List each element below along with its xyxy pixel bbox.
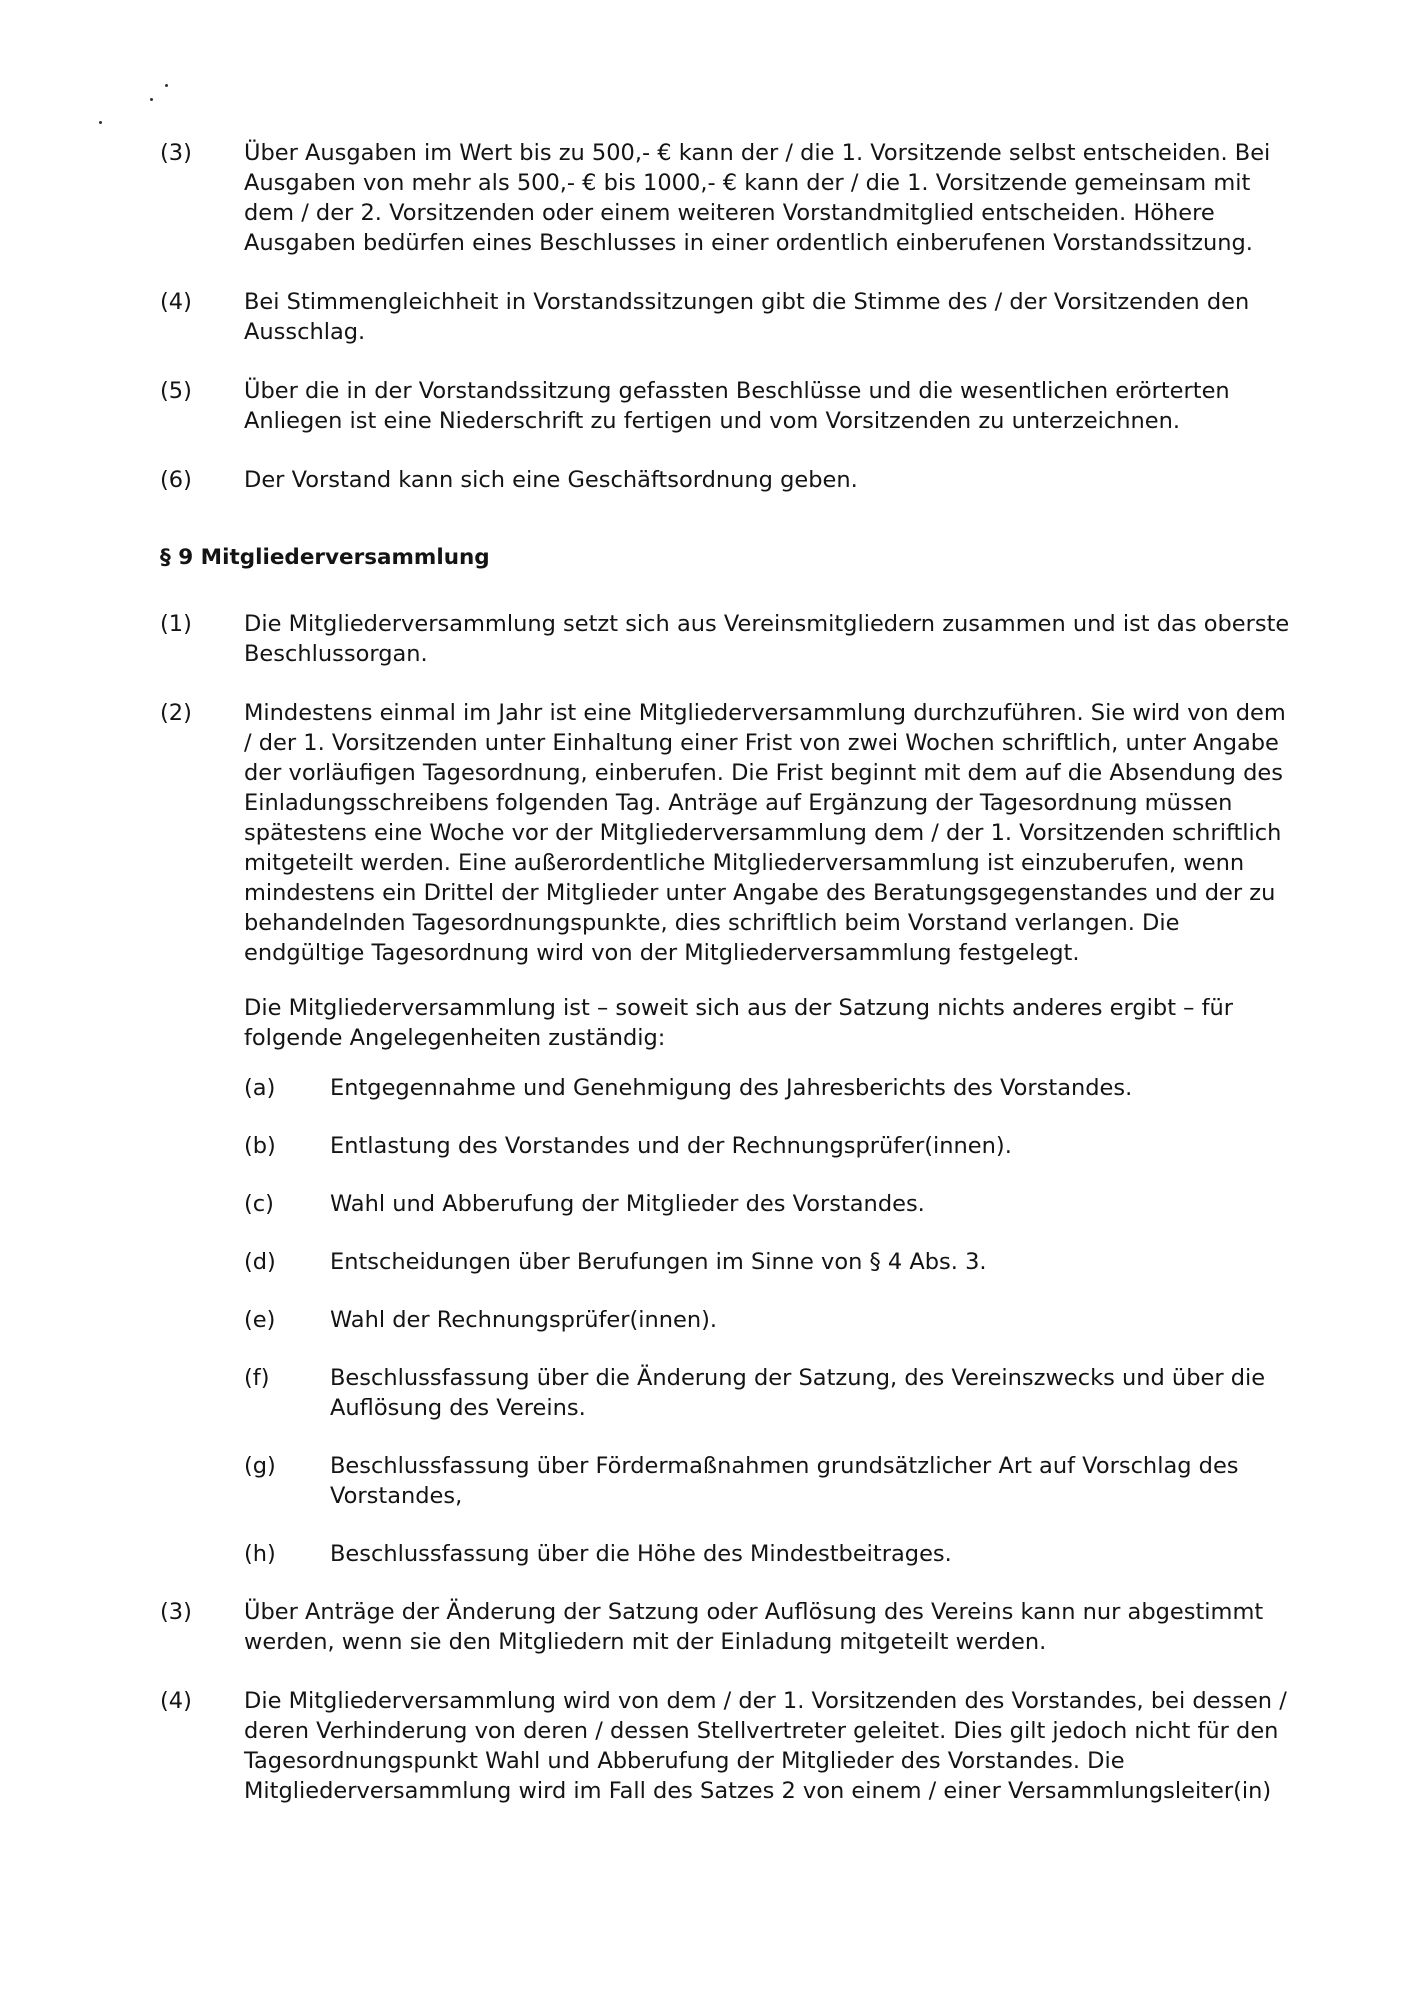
paragraph-text: Die Mitgliederversammlung wird von dem / der 1. Vorsitzenden des Vorstandes, bei dessen / deren Verhinderung von deren / dessen Stellvertreter geleitet. Dies gilt jedoch nicht für den Tagesordnungspunkt Wahl und Abberufung der Mitglieder des Vorstandes. Die Mitgliederversammlung wird im Fall des Satzes 2 von einem / einer Versammlungsleiter(in) bbox=[244, 1688, 1287, 1804]
paragraph-9-2 bbox=[160, 698, 1290, 968]
list-item-letter: (b) bbox=[244, 1133, 276, 1159]
list-item bbox=[244, 1131, 1290, 1161]
paragraph-text: Bei Stimmengleichheit in Vorstandssitzungen gibt die Stimme des / der Vorsitzenden den Ausschlag. bbox=[244, 289, 1250, 345]
paragraph-text: Über Anträge der Änderung der Satzung oder Auflösung des Vereins kann nur abgestimmt werden, wenn sie den Mitgliedern mit der Einladung mitgeteilt werden. bbox=[244, 1599, 1264, 1655]
paragraph-text: Über Ausgaben im Wert bis zu 500,- € kann der / die 1. Vorsitzende selbst entscheiden. Bei Ausgaben von mehr als 500,- € bis 1000,- € kann der / die 1. Vorsitzende gemeinsam mit dem / der 2. Vorsitzenden oder einem weiteren Vorstandmitglied entscheiden. Höhere Ausgaben bedürfen eines Beschlusses in einer ordentlich einberufenen Vorstandssitzung. bbox=[244, 140, 1271, 256]
list-item bbox=[244, 1363, 1290, 1423]
scan-speck bbox=[150, 98, 153, 101]
list-item-text: Wahl und Abberufung der Mitglieder des Vorstandes. bbox=[330, 1191, 925, 1217]
paragraph-8-3 bbox=[160, 138, 1290, 258]
list-item-letter: (d) bbox=[244, 1249, 276, 1275]
list-item bbox=[244, 1189, 1290, 1219]
responsibilities-list bbox=[160, 1073, 1290, 1569]
paragraph-number: (4) bbox=[160, 289, 192, 315]
paragraph-number: (6) bbox=[160, 467, 192, 493]
paragraph-number: (5) bbox=[160, 378, 192, 404]
list-item bbox=[244, 1451, 1290, 1511]
list-item-text: Beschlussfassung über die Höhe des Mindestbeitrages. bbox=[330, 1541, 952, 1567]
document-body bbox=[160, 138, 1290, 1835]
list-item bbox=[244, 1073, 1290, 1103]
list-item bbox=[244, 1305, 1290, 1335]
paragraph-9-1 bbox=[160, 609, 1290, 669]
paragraph-number: (2) bbox=[160, 700, 192, 726]
paragraph-text: Über die in der Vorstandssitzung gefassten Beschlüsse und die wesentlichen erörterten Anliegen ist eine Niederschrift zu fertigen und vom Vorsitzenden zu unterzeichnen. bbox=[244, 378, 1230, 434]
scan-speck bbox=[99, 121, 102, 124]
paragraph-8-6 bbox=[160, 465, 1290, 495]
paragraph-9-4 bbox=[160, 1686, 1290, 1806]
scan-speck bbox=[165, 84, 168, 87]
list-item-text: Entgegennahme und Genehmigung des Jahresberichts des Vorstandes. bbox=[330, 1075, 1133, 1101]
paragraph-text: Mindestens einmal im Jahr ist eine Mitgliederversammlung durchzuführen. Sie wird von dem / der 1. Vorsitzenden unter Einhaltung einer Frist von zwei Wochen schriftlich, unter Angabe der vorläufigen Tagesordnung, einberufen. Die Frist beginnt mit dem auf die Absendung des Einladungsschreibens folgenden Tag. Anträge auf Ergänzung der Tagesordnung müssen spätestens eine Woche vor der Mitgliederversammlung dem / der 1. Vorsitzenden schriftlich mitgeteilt werden. Eine außerordentliche Mitgliederversammlung ist einzuberufen, wenn mindestens ein Drittel der Mitglieder unter Angabe des Beratungsgegenstandes und der zu behandelnden Tagesordnungspunkte, dies schriftlich beim Vorstand verlangen. Die endgültige Tagesordnung wird von der Mitgliederversammlung festgelegt. bbox=[244, 700, 1286, 966]
paragraph-9-2-responsibilities-intro: Die Mitgliederversammlung ist – soweit sich aus der Satzung nichts anderes ergibt – für folgende Angelegenheiten zuständig: bbox=[244, 995, 1234, 1051]
list-item bbox=[244, 1247, 1290, 1277]
list-item-text: Beschlussfassung über die Änderung der Satzung, des Vereinszwecks und über die Auflösung des Vereins. bbox=[330, 1365, 1266, 1421]
paragraph-9-3 bbox=[160, 1597, 1290, 1657]
list-item-letter: (h) bbox=[244, 1541, 276, 1567]
list-item-letter: (e) bbox=[244, 1307, 276, 1333]
paragraph-8-5 bbox=[160, 376, 1290, 436]
list-item-letter: (c) bbox=[244, 1191, 274, 1217]
paragraph-number: (4) bbox=[160, 1688, 192, 1714]
list-item-letter: (g) bbox=[244, 1453, 276, 1479]
paragraph-8-4 bbox=[160, 287, 1290, 347]
list-item-text: Beschlussfassung über Fördermaßnahmen grundsätzlicher Art auf Vorschlag des Vorstandes, bbox=[330, 1453, 1239, 1509]
section-heading: § 9 Mitgliederversammlung bbox=[160, 545, 490, 570]
paragraph-number: (1) bbox=[160, 611, 192, 637]
list-item-letter: (a) bbox=[244, 1075, 276, 1101]
list-item-text: Entscheidungen über Berufungen im Sinne von § 4 Abs. 3. bbox=[330, 1249, 987, 1275]
paragraph-number: (3) bbox=[160, 1599, 192, 1625]
list-item-text: Entlastung des Vorstandes und der Rechnungsprüfer(innen). bbox=[330, 1133, 1012, 1159]
list-item-text: Wahl der Rechnungsprüfer(innen). bbox=[330, 1307, 718, 1333]
paragraph-text: Die Mitgliederversammlung setzt sich aus Vereinsmitgliedern zusammen und ist das oberste Beschlussorgan. bbox=[244, 611, 1290, 667]
paragraph-text: Der Vorstand kann sich eine Geschäftsordnung geben. bbox=[244, 467, 858, 493]
list-item bbox=[244, 1539, 1290, 1569]
paragraph-number: (3) bbox=[160, 140, 192, 166]
list-item-letter: (f) bbox=[244, 1365, 270, 1391]
